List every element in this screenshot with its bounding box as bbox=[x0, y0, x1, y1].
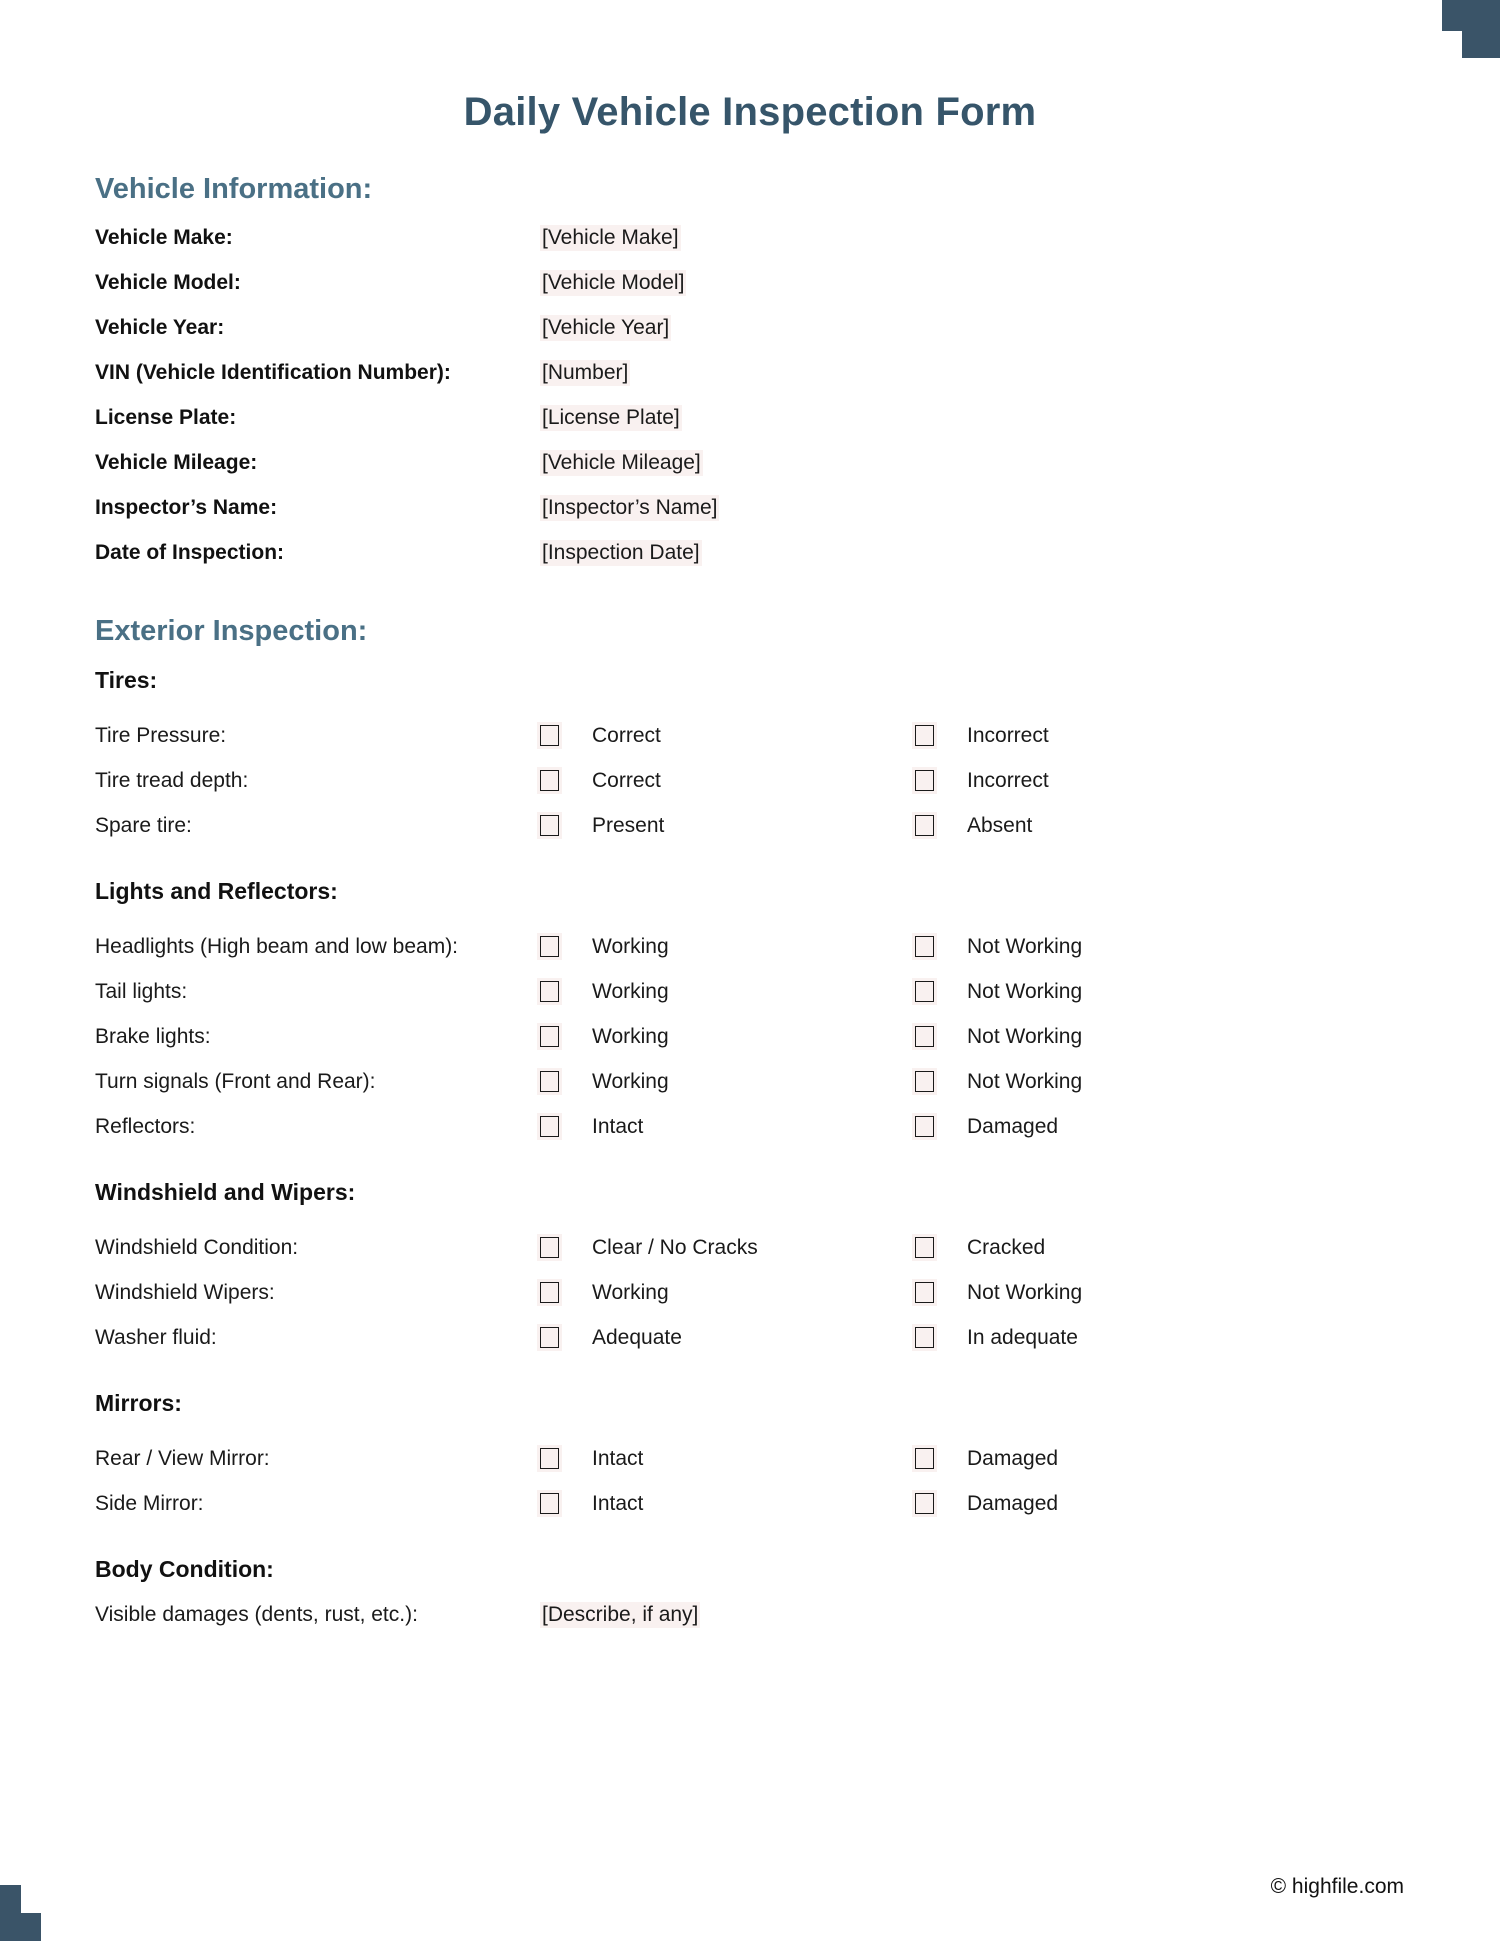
row-label: Turn signals (Front and Rear): bbox=[95, 1069, 376, 1093]
checkbox-row bbox=[95, 1481, 1405, 1526]
checkbox-row bbox=[95, 924, 1405, 969]
option-label: Not Working bbox=[967, 1024, 1083, 1048]
checkbox-row bbox=[95, 1315, 1405, 1360]
field-value[interactable]: [Inspector’s Name] bbox=[542, 496, 718, 519]
subsection-heading-mirrors: Mirrors: bbox=[95, 1390, 182, 1416]
checkbox-icon[interactable] bbox=[540, 770, 559, 791]
option-group[interactable] bbox=[540, 1281, 915, 1305]
checkbox-icon[interactable] bbox=[915, 770, 934, 791]
option-label: Working bbox=[592, 1024, 669, 1048]
field-value[interactable]: [Vehicle Make] bbox=[542, 226, 679, 249]
field-label: Vehicle Mileage: bbox=[95, 451, 258, 474]
field-label: Inspector’s Name: bbox=[95, 496, 278, 519]
checkbox-icon[interactable] bbox=[540, 981, 559, 1002]
option-label: Intact bbox=[592, 1491, 644, 1515]
option-label: Cracked bbox=[967, 1235, 1046, 1259]
option-group[interactable] bbox=[915, 935, 1290, 959]
option-group[interactable] bbox=[915, 980, 1290, 1004]
field-label: Vehicle Make: bbox=[95, 226, 233, 249]
checkbox-row bbox=[95, 803, 1405, 848]
option-group[interactable] bbox=[540, 1492, 915, 1516]
footer-copyright: © highfile.com bbox=[1270, 1875, 1404, 1898]
checkbox-icon[interactable] bbox=[915, 1116, 934, 1137]
option-group[interactable] bbox=[540, 724, 915, 748]
row-label: Tail lights: bbox=[95, 979, 188, 1003]
option-label: Correct bbox=[592, 723, 661, 747]
checkbox-icon[interactable] bbox=[540, 1282, 559, 1303]
option-group[interactable] bbox=[915, 1447, 1290, 1471]
row-label: Brake lights: bbox=[95, 1024, 211, 1048]
vehicle-information-fields bbox=[95, 225, 1405, 585]
option-group[interactable] bbox=[540, 769, 915, 793]
option-label: Working bbox=[592, 1069, 669, 1093]
row-label: Windshield Condition: bbox=[95, 1235, 299, 1259]
checkbox-icon[interactable] bbox=[915, 1071, 934, 1092]
checkbox-icon[interactable] bbox=[540, 936, 559, 957]
option-group[interactable] bbox=[915, 724, 1290, 748]
checkbox-icon[interactable] bbox=[915, 981, 934, 1002]
field-label: Vehicle Year: bbox=[95, 316, 225, 339]
checkbox-icon[interactable] bbox=[915, 1026, 934, 1047]
checkbox-row bbox=[95, 1059, 1405, 1104]
info-row bbox=[95, 450, 1405, 495]
checkbox-icon[interactable] bbox=[540, 1116, 559, 1137]
option-label: Working bbox=[592, 1280, 669, 1304]
row-label: Washer fluid: bbox=[95, 1325, 217, 1349]
checkbox-row bbox=[95, 1270, 1405, 1315]
row-label: Tire tread depth: bbox=[95, 768, 249, 792]
option-group[interactable] bbox=[915, 1236, 1290, 1260]
option-label: Adequate bbox=[592, 1325, 682, 1349]
option-group[interactable] bbox=[540, 1070, 915, 1094]
row-label: Tire Pressure: bbox=[95, 723, 227, 747]
field-value[interactable]: [License Plate] bbox=[542, 406, 680, 429]
option-group[interactable] bbox=[540, 1447, 915, 1471]
option-group[interactable] bbox=[540, 980, 915, 1004]
checkbox-icon[interactable] bbox=[540, 1237, 559, 1258]
option-label: Intact bbox=[592, 1114, 644, 1138]
option-group[interactable] bbox=[915, 1115, 1290, 1139]
option-label: Clear / No Cracks bbox=[592, 1235, 758, 1259]
page-title: Daily Vehicle Inspection Form bbox=[463, 90, 1037, 134]
option-group[interactable] bbox=[540, 1236, 915, 1260]
field-value[interactable]: [Inspection Date] bbox=[542, 541, 700, 564]
option-group[interactable] bbox=[915, 1025, 1290, 1049]
field-label: Date of Inspection: bbox=[95, 541, 285, 564]
field-label: Vehicle Model: bbox=[95, 271, 241, 294]
checkbox-icon[interactable] bbox=[915, 1448, 934, 1469]
option-label: Working bbox=[592, 934, 669, 958]
subsection-heading-body-condition: Body Condition: bbox=[95, 1556, 274, 1582]
checkbox-icon[interactable] bbox=[915, 1237, 934, 1258]
row-label: Headlights (High beam and low beam): bbox=[95, 934, 459, 958]
option-label: Correct bbox=[592, 768, 661, 792]
field-value[interactable]: [Vehicle Mileage] bbox=[542, 451, 701, 474]
option-group[interactable] bbox=[540, 814, 915, 838]
subsection-heading-lights-and-reflectors: Lights and Reflectors: bbox=[95, 878, 338, 904]
option-label: Not Working bbox=[967, 979, 1083, 1003]
option-group[interactable] bbox=[915, 769, 1290, 793]
field-label: Visible damages (dents, rust, etc.): bbox=[95, 1603, 418, 1626]
checkbox-row bbox=[95, 1104, 1405, 1149]
checkbox-row bbox=[95, 1225, 1405, 1270]
checkbox-icon[interactable] bbox=[915, 1493, 934, 1514]
field-value[interactable]: [Vehicle Year] bbox=[542, 316, 670, 339]
option-group[interactable] bbox=[915, 1492, 1290, 1516]
option-label: Damaged bbox=[967, 1114, 1059, 1138]
checkbox-icon[interactable] bbox=[915, 815, 934, 836]
section-heading-exterior-inspection: Exterior Inspection: bbox=[95, 615, 368, 647]
row-label: Rear / View Mirror: bbox=[95, 1446, 270, 1470]
option-group[interactable] bbox=[540, 1326, 915, 1350]
option-label: Working bbox=[592, 979, 669, 1003]
checkbox-row bbox=[95, 758, 1405, 803]
checkbox-icon[interactable] bbox=[915, 725, 934, 746]
info-row bbox=[95, 315, 1405, 360]
option-label: In adequate bbox=[967, 1325, 1078, 1349]
field-value[interactable]: [Vehicle Model] bbox=[542, 271, 685, 294]
option-label: Not Working bbox=[967, 1069, 1083, 1093]
checkbox-icon[interactable] bbox=[915, 1327, 934, 1348]
checkbox-icon[interactable] bbox=[540, 1327, 559, 1348]
info-row bbox=[95, 1602, 1405, 1647]
checkbox-row bbox=[95, 713, 1405, 758]
field-value[interactable]: [Number] bbox=[542, 361, 629, 384]
option-label: Absent bbox=[967, 813, 1033, 837]
info-row bbox=[95, 225, 1405, 270]
info-row bbox=[95, 540, 1405, 585]
option-label: Not Working bbox=[967, 934, 1083, 958]
row-label: Reflectors: bbox=[95, 1114, 196, 1138]
option-label: Intact bbox=[592, 1446, 644, 1470]
checkbox-icon[interactable] bbox=[540, 725, 559, 746]
option-group[interactable] bbox=[540, 1115, 915, 1139]
option-group[interactable] bbox=[915, 1326, 1290, 1350]
checkbox-icon[interactable] bbox=[540, 1448, 559, 1469]
option-label: Present bbox=[592, 813, 665, 837]
section-heading-vehicle-information: Vehicle Information: bbox=[95, 173, 373, 205]
checkbox-icon[interactable] bbox=[540, 815, 559, 836]
checkbox-row bbox=[95, 969, 1405, 1014]
checkbox-icon[interactable] bbox=[540, 1026, 559, 1047]
option-label: Incorrect bbox=[967, 723, 1049, 747]
checkbox-icon[interactable] bbox=[540, 1071, 559, 1092]
checkbox-row bbox=[95, 1014, 1405, 1059]
row-label: Spare tire: bbox=[95, 813, 192, 837]
option-label: Damaged bbox=[967, 1446, 1059, 1470]
checkbox-icon[interactable] bbox=[540, 1493, 559, 1514]
option-group[interactable] bbox=[540, 935, 915, 959]
subsection-heading-tires: Tires: bbox=[95, 667, 158, 693]
info-row bbox=[95, 360, 1405, 405]
info-row bbox=[95, 270, 1405, 315]
subsection-heading-windshield-and-wipers: Windshield and Wipers: bbox=[95, 1179, 356, 1205]
field-label: VIN (Vehicle Identification Number): bbox=[95, 361, 451, 384]
option-group[interactable] bbox=[915, 814, 1290, 838]
option-group[interactable] bbox=[915, 1281, 1290, 1305]
option-group[interactable] bbox=[540, 1025, 915, 1049]
option-label: Damaged bbox=[967, 1491, 1059, 1515]
row-label: Windshield Wipers: bbox=[95, 1280, 275, 1304]
checkbox-icon[interactable] bbox=[915, 1282, 934, 1303]
option-label: Not Working bbox=[967, 1280, 1083, 1304]
option-group[interactable] bbox=[915, 1070, 1290, 1094]
checkbox-icon[interactable] bbox=[915, 936, 934, 957]
field-value[interactable]: [Describe, if any] bbox=[542, 1603, 699, 1626]
field-label: License Plate: bbox=[95, 406, 237, 429]
info-row bbox=[95, 495, 1405, 540]
checkbox-row bbox=[95, 1436, 1405, 1481]
info-row bbox=[95, 405, 1405, 450]
row-label: Side Mirror: bbox=[95, 1491, 204, 1515]
option-label: Incorrect bbox=[967, 768, 1049, 792]
